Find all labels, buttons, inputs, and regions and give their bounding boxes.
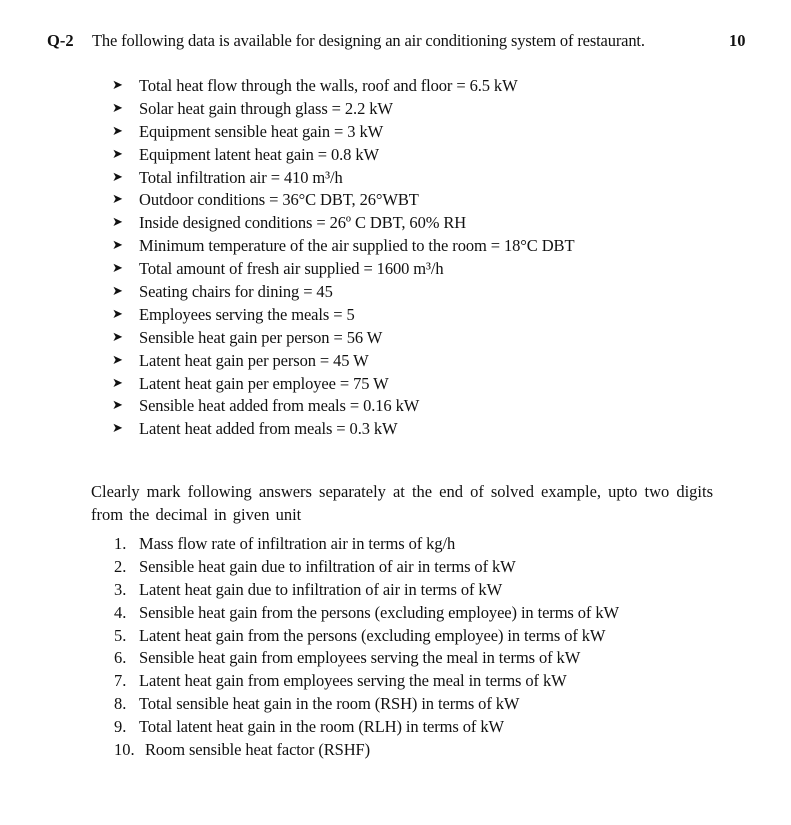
- given-data-text: Total heat flow through the walls, roof and floor = 6.5 kW: [139, 76, 518, 95]
- question-number: Q-2: [47, 31, 74, 50]
- arrow-bullet-icon: ➤: [112, 284, 123, 300]
- answer-number: 5.: [114, 625, 127, 645]
- given-data-text: Outdoor conditions = 36°C DBT, 26°WBT: [139, 190, 419, 210]
- given-data-item: [112, 121, 574, 144]
- arrow-bullet-icon: ➤: [112, 192, 123, 208]
- given-data-text: Total infiltration air = 410 m³/h: [139, 167, 343, 187]
- answer-number: 8.: [114, 694, 127, 714]
- given-data-text: Minimum temperature of the air supplied to the room = 18°C DBT: [139, 236, 575, 256]
- arrow-bullet-icon: ➤: [112, 146, 123, 162]
- arrow-bullet-icon: ➤: [112, 398, 123, 414]
- given-data-item: [112, 189, 574, 212]
- answer-number: 9.: [114, 717, 127, 737]
- given-data-text: Sensible heat gain per person = 56 W: [139, 327, 383, 347]
- given-data-item: [112, 395, 574, 418]
- given-data-item: [112, 373, 574, 396]
- given-data-text: Latent heat added from meals = 0.3 kW: [139, 419, 398, 439]
- given-data-item: [112, 75, 574, 98]
- given-data-item: [112, 212, 574, 235]
- arrow-bullet-icon: ➤: [112, 352, 123, 368]
- arrow-bullet-icon: ➤: [112, 78, 123, 93]
- arrow-bullet-icon: ➤: [112, 375, 123, 391]
- given-data-text: Employees serving the meals = 5: [139, 304, 355, 324]
- question-stem: The following data is available for designing an air conditioning system of restaurant.: [92, 31, 645, 50]
- given-data-text: Sensible heat added from meals = 0.16 kW: [139, 396, 420, 416]
- answer-text: Sensible heat gain from the persons (excluding employee) in terms of kW: [139, 602, 619, 622]
- given-data-item: [112, 281, 574, 304]
- instructions-paragraph: Clearly mark following answers separately at the end of solved example, upto two digits from the decimal in given unit: [91, 481, 713, 524]
- answer-item: [114, 739, 619, 762]
- answers-required-list: [114, 533, 619, 762]
- given-data-text: Seating chairs for dining = 45: [139, 282, 333, 302]
- arrow-bullet-icon: ➤: [112, 421, 123, 437]
- answer-text: Total latent heat gain in the room (RLH) in terms of kW: [139, 717, 504, 737]
- arrow-bullet-icon: ➤: [112, 238, 123, 254]
- arrow-bullet-icon: ➤: [112, 169, 123, 185]
- given-data-item: [112, 167, 574, 190]
- arrow-bullet-icon: ➤: [112, 215, 123, 231]
- answer-item: [114, 533, 619, 556]
- given-data-item: [112, 418, 574, 441]
- answer-item: [114, 579, 619, 602]
- given-data-text: Equipment sensible heat gain = 3 kW: [139, 121, 384, 141]
- given-data-text: Latent heat gain per employee = 75 W: [139, 373, 389, 393]
- answer-text: Latent heat gain from the persons (excluding employee) in terms of kW: [139, 625, 606, 645]
- answer-number: 3.: [114, 579, 127, 599]
- answer-text: Mass flow rate of infiltration air in terms of kg/h: [139, 534, 456, 553]
- given-data-text: Latent heat gain per person = 45 W: [139, 350, 369, 370]
- answer-item: [114, 556, 619, 579]
- given-data-item: [112, 350, 574, 373]
- given-data-item: [112, 327, 574, 350]
- answer-text: Sensible heat gain due to infiltration of air in terms of kW: [139, 556, 516, 576]
- given-data-item: [112, 98, 574, 121]
- answer-text: Latent heat gain from employees serving the meal in terms of kW: [139, 671, 567, 691]
- answer-item: [114, 716, 619, 739]
- answer-number: 2.: [114, 556, 127, 576]
- answer-number: 4.: [114, 602, 127, 622]
- answer-text: Room sensible heat factor (RSHF): [145, 740, 371, 760]
- answer-text: Sensible heat gain from employees serving the meal in terms of kW: [139, 648, 581, 668]
- given-data-item: [112, 235, 574, 258]
- arrow-bullet-icon: ➤: [112, 123, 123, 139]
- arrow-bullet-icon: ➤: [112, 329, 123, 345]
- given-data-item: [112, 304, 574, 327]
- given-data-text: Equipment latent heat gain = 0.8 kW: [139, 144, 379, 164]
- answer-item: [114, 647, 619, 670]
- answer-number: 6.: [114, 648, 127, 668]
- given-data-item: [112, 258, 574, 281]
- arrow-bullet-icon: ➤: [112, 261, 123, 277]
- answer-item: [114, 625, 619, 648]
- answer-item: [114, 693, 619, 716]
- answer-text: Total sensible heat gain in the room (RSH) in terms of kW: [139, 694, 520, 714]
- answer-number: 7.: [114, 671, 127, 691]
- question-header: [47, 31, 757, 53]
- given-data-text: Solar heat gain through glass = 2.2 kW: [139, 98, 393, 118]
- given-data-list: [112, 75, 574, 441]
- given-data-text: Inside designed conditions = 26º C DBT, 60% RH: [139, 213, 467, 233]
- answer-number: 10.: [114, 740, 135, 760]
- answer-item: [114, 602, 619, 625]
- answer-text: Latent heat gain due to infiltration of air in terms of kW: [139, 579, 503, 599]
- given-data-text: Total amount of fresh air supplied = 1600 m³/h: [139, 259, 444, 279]
- arrow-bullet-icon: ➤: [112, 306, 123, 322]
- arrow-bullet-icon: ➤: [112, 100, 123, 116]
- answer-item: [114, 670, 619, 693]
- answer-number: 1.: [114, 534, 127, 553]
- given-data-item: [112, 144, 574, 167]
- question-marks: 10: [729, 31, 746, 50]
